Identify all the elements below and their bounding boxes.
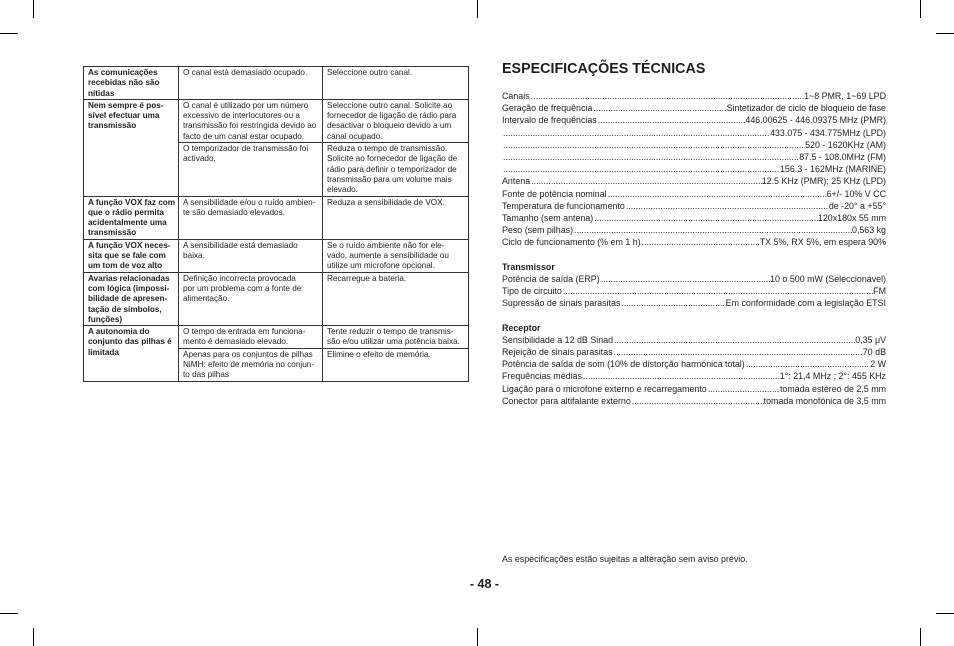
spec-label: Sensibilidade a 12 dB Sinad [502,334,614,345]
table-row [84,272,469,325]
cause-cell: A sensibilidade e/ou o ruído ambien- te são demasiado elevados. [179,196,323,239]
spec-value: 6+/- 10% V CC [826,188,886,199]
solution-cell: Tente reduzir o tempo de transmis- são e/ou utilizar uma potência baixa. [323,326,469,349]
cause-cell: O tempo de entrada em funciona- mento é demasiado elevado. [179,326,323,349]
dot-leader [530,175,762,187]
spec-label: Potência de saída de som (10% de distorção harmónica total) [502,359,745,370]
spec-label: Rejeição de sinais parasitas [502,346,613,357]
spec-row [502,188,886,200]
spec-label: Supressão de sinais parasitas [502,298,621,309]
problem-cell: A função VOX faz com que o rádio permita acidentalmente uma transmissão [84,196,179,239]
table-row [84,239,469,272]
spec-value: 12.5 KHz (PMR); 25 KHz (LPD) [761,176,886,187]
spec-row [502,273,886,285]
spec-value: 520 - 1620KHz (AM) [805,139,886,150]
solution-cell: Seleccione outro canal. Solicite ao fornecedor de ligação de rádio para desactivar o bloqueio devido a um canal ocupado. [323,99,469,142]
specs-disclaimer: As especificações estão sujeitas a alteração sem aviso prévio. [502,554,748,564]
dot-leader [745,358,870,370]
table-row [84,196,469,239]
crop-mark-bottom-right-horizontal [936,613,954,614]
page-number: - 48 - [469,577,500,591]
spec-value: tomada monofónica de 3,5 mm [763,395,886,406]
dot-leader [600,273,770,285]
spec-row [502,358,886,370]
spec-row [502,334,886,346]
crop-mark-top-right-horizontal [936,33,954,34]
crop-mark-top-left-horizontal [0,33,18,34]
dot-leader [613,334,855,346]
spec-value: Em conformidade com a legislação ETSI [725,298,886,309]
dot-leader [620,297,725,309]
cause-cell: Definição incorrecta provocada por um problema com a fonte de alimentação. [179,272,323,325]
dot-leader [641,236,760,248]
spec-label: Fonte de potência nominal [502,188,607,199]
spec-value: de -20° a +55° [828,200,886,211]
spec-row [502,285,886,297]
spec-label: Geração de frequência [502,103,593,114]
dot-leader [613,346,863,358]
cause-cell: Apenas para os conjuntos de pilhas NiMH: efeito de memória no conjun- to das pilhas [179,348,323,381]
spec-label: Temperatura de funcionamento [502,200,625,211]
problem-cell: Nem sempre é pos- sível efectuar uma transmissão [84,99,179,196]
spec-row [502,383,886,395]
problem-cell: Avarias relacionadas com lógica (impossi- bilidade de apresen- tação de símbolos, funções) [84,272,179,325]
dot-leader [593,212,818,224]
dot-leader [607,188,827,200]
dot-leader [530,90,804,102]
specs-list [502,90,886,407]
spec-label: Antena [502,176,531,187]
spec-row [502,236,886,248]
spec-row [502,175,886,187]
cause-cell: O canal está demasiado ocupado. [179,67,323,100]
dot-leader [502,151,799,163]
spec-row [502,200,886,212]
crop-mark-bottom-left-vertical [33,628,34,646]
spec-label: Peso (sem pilhas) [502,225,574,236]
spec-row [502,90,886,102]
spec-value: 1°: 21,4 MHz ; 2°: 455 KHz [779,371,886,382]
transmitter-heading: Transmissor [502,261,555,272]
spec-value: 70 dB [862,346,886,357]
dot-leader [707,383,780,395]
spec-value: FM [873,286,886,296]
spec-row [502,370,886,382]
spec-row [502,297,886,309]
solution-cell: Se o ruído ambiente não for ele- vado, aumente a sensibilidade ou utilize um microfone opcional. [323,239,469,272]
specs-title: ESPECIFICAÇÕES TÉCNICAS [502,61,706,77]
spec-value: tomada estéreo de 2,5 mm [779,383,886,394]
problem-cell: As comunicações recebidas não são nítidas [84,67,179,100]
spec-value: 156.3 - 162MHz (MARINE) [779,164,886,175]
dot-leader [502,163,780,175]
solution-cell: Recarregue a bateria. [323,272,469,325]
crop-mark-top-left-vertical [33,0,34,18]
spec-value: 0,35 μV [855,334,886,345]
spec-label: Tipo de circuito [502,286,562,296]
spec-value: 446.00625 - 446.09375 MHz (PMR) [745,115,886,126]
spec-label: Potência de saída (ERP) [502,273,600,284]
dot-leader [625,200,829,212]
spec-value: 120x180x 55 mm [817,212,886,223]
problem-cell: A função VOX neces- sita que se fale com um tom de voz alto [84,239,179,272]
cause-cell: A sensibilidade está demasiado baixa. [179,239,323,272]
crop-mark-bottom-right-vertical [920,628,921,646]
spec-label: Tamanho (sem antena) [502,212,594,223]
spec-label: Ligação para o microfone externo e recarregamento [502,383,707,394]
spec-value: 87.5 - 108.0MHz (FM) [799,151,886,162]
dot-leader [562,285,873,297]
spec-row [502,127,886,139]
spec-row [502,346,886,358]
spec-label: Frequências médias [502,371,582,382]
solution-cell: Reduza a sensibilidade de VOX. [323,196,469,239]
cause-cell: O temporizador de transmissão foi activado. [179,143,323,196]
solution-cell: Seleccione outro canal. [323,67,469,100]
dot-leader [631,395,764,407]
spec-label: Ciclo de funcionamento (% em 1 h) [502,237,641,248]
spec-row [502,102,886,114]
table-row [84,326,469,349]
dot-leader [582,370,780,382]
dot-leader [502,139,805,151]
solution-cell: Elimine o efeito de memória. [323,348,469,381]
spec-value: 1~8 PMR, 1~69 LPD [804,91,886,101]
table-row [84,99,469,142]
solution-cell: Reduza o tempo de transmissão. Solicite ao fornecedor de ligação de rádio para definir o temporizador de transmissão para um volume mais elevado. [323,143,469,196]
problem-cell: A autonomia do conjunto das pilhas é limitada [84,326,179,381]
spec-value: 0,563 kg [851,225,886,236]
crop-mark-top-center [477,0,478,18]
spec-value: TX 5%, RX 5%, em espera 90% [759,237,886,248]
spec-row [502,151,886,163]
spec-label: Canais [502,91,530,101]
spec-label: Conector para altifalante externo [502,395,631,406]
crop-mark-top-right-vertical [920,0,921,18]
spec-value: Sintetizador de ciclo de bloqueio de fase [726,103,886,114]
crop-mark-bottom-left-horizontal [0,613,18,614]
spec-row [502,163,886,175]
dot-leader [502,127,770,139]
crop-mark-bottom-center [477,628,478,646]
spec-row [502,139,886,151]
spec-value: 2 W [870,359,886,370]
receiver-heading: Receptor [502,322,541,333]
spec-row [502,114,886,126]
dot-leader [573,224,852,236]
dot-leader [592,102,726,114]
troubleshooting-table [83,66,469,382]
table-row [84,67,469,100]
spec-row [502,224,886,236]
spec-label: Intervalo de frequências [502,115,597,126]
spec-value: 433.075 - 434.775MHz (LPD) [770,127,886,138]
spec-value: 10 o 500 mW (Seleccionável) [770,273,886,284]
cause-cell: O canal é utilizado por um número excessivo de interlocutores ou a transmissão foi restringida devido ao facto de um canal estar ocupado. [179,99,323,142]
spec-row [502,395,886,407]
spec-row [502,212,886,224]
dot-leader [597,114,746,126]
